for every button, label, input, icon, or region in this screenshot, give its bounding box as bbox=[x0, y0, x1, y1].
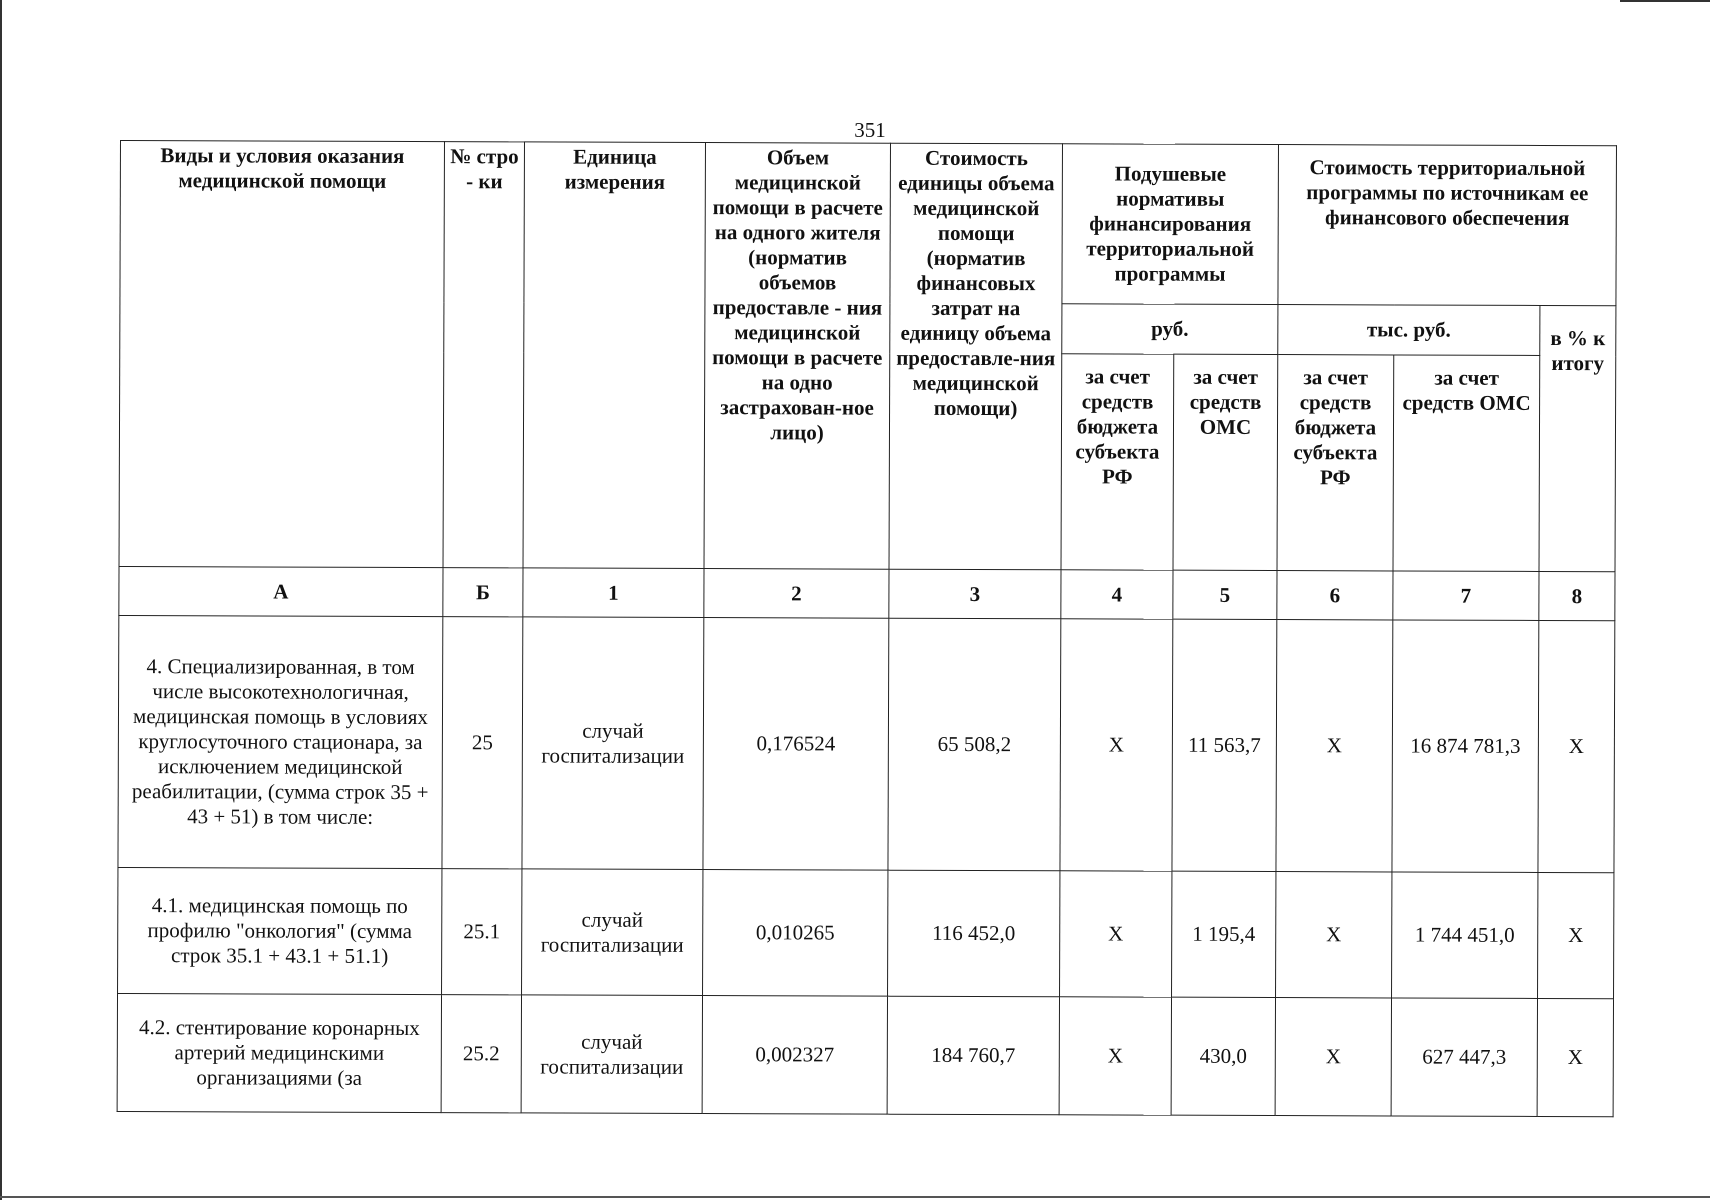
row-cost: 65 508,2 bbox=[888, 618, 1061, 871]
row-cost: 116 452,0 bbox=[888, 870, 1060, 997]
header-col-a: Виды и условия оказания медицинской помощи bbox=[119, 141, 444, 568]
row-unit: случай госпитализации bbox=[522, 617, 704, 870]
index-cell: А bbox=[119, 566, 443, 616]
scan-edge-line bbox=[1620, 0, 1710, 2]
row-volume: 0,176524 bbox=[703, 618, 889, 871]
header-per-capita-group: Подушевые нормативы финансирования территориальной программы bbox=[1062, 144, 1279, 305]
index-cell: 1 bbox=[523, 568, 704, 618]
row-total-budget: Х bbox=[1276, 620, 1393, 872]
row-pc-oms: 430,0 bbox=[1171, 997, 1275, 1115]
row-volume: 0,010265 bbox=[703, 870, 888, 997]
financing-table bbox=[117, 140, 1617, 1117]
header-col-2: Объем медицинской помощи в расчете на одного жителя (норматив объемов предоставле - ния медицинской помощи в расчете на одно застрахован-ное лицо) bbox=[704, 143, 890, 570]
header-rub: руб. bbox=[1062, 304, 1278, 355]
row-line-number: 25 bbox=[442, 617, 523, 869]
index-cell: 8 bbox=[1539, 571, 1615, 620]
row-percent: Х bbox=[1537, 998, 1613, 1116]
row-cost: 184 760,7 bbox=[887, 996, 1059, 1115]
index-cell: 6 bbox=[1277, 571, 1393, 620]
header-total-oms: за счет средств ОМС bbox=[1393, 355, 1540, 572]
header-col-1: Единица измерения bbox=[523, 142, 705, 569]
row-percent: Х bbox=[1538, 872, 1614, 998]
header-pc-oms: за счет средств ОМС bbox=[1173, 354, 1278, 570]
header-cost-group: Стоимость территориальной программы по источникам ее финансового обеспечения bbox=[1278, 145, 1617, 306]
row-pc-oms: 1 195,4 bbox=[1172, 871, 1276, 997]
index-cell: 2 bbox=[704, 569, 889, 619]
table-row bbox=[118, 867, 1614, 998]
header-thous-rub: тыс. руб. bbox=[1278, 305, 1540, 356]
row-volume: 0,002327 bbox=[702, 996, 887, 1115]
row-unit: случай госпитализации bbox=[521, 995, 702, 1114]
row-percent: Х bbox=[1538, 620, 1615, 872]
header-total-budget: за счет средств бюджета субъекта РФ bbox=[1277, 355, 1394, 571]
row-line-number: 25.2 bbox=[441, 995, 521, 1113]
header-pc-budget: за счет средств бюджета субъекта РФ bbox=[1061, 354, 1174, 570]
scan-edge-line bbox=[0, 0, 2, 1200]
row-total-oms: 1 744 451,0 bbox=[1392, 872, 1538, 999]
header-col-b: № стро - ки bbox=[443, 142, 524, 568]
row-pc-oms: 11 563,7 bbox=[1172, 619, 1277, 871]
table-row bbox=[117, 993, 1613, 1116]
header-col-3: Стоимость единицы объема медицинской помощи (норматив финансовых затрат на единицу объема предоставле-ния медицинской помощи) bbox=[889, 143, 1062, 570]
row-total-budget: Х bbox=[1276, 872, 1392, 998]
row-line-number: 25.1 bbox=[442, 869, 522, 995]
row-total-budget: Х bbox=[1275, 998, 1391, 1116]
row-pc-budget: Х bbox=[1060, 619, 1173, 871]
header-percent: в % к итогу bbox=[1539, 305, 1616, 571]
table-row bbox=[118, 615, 1615, 872]
index-cell: 7 bbox=[1393, 571, 1539, 621]
index-cell: Б bbox=[443, 568, 523, 617]
index-cell: 5 bbox=[1173, 570, 1277, 619]
row-name: 4.1. медицинская помощь по профилю "онкология" (сумма строк 35.1 + 43.1 + 51.1) bbox=[118, 867, 442, 994]
index-cell: 3 bbox=[889, 569, 1061, 619]
row-name: 4. Специализированная, в том числе высокотехнологичная, медицинская помощь в условиях круглосуточного стационара, за исключением медицинской реабилитации, (сумма строк 35 + 43 + 51) в том числе: bbox=[118, 615, 443, 868]
row-pc-budget: Х bbox=[1060, 871, 1172, 997]
index-cell: 4 bbox=[1061, 570, 1173, 619]
row-total-oms: 16 874 781,3 bbox=[1392, 620, 1539, 873]
row-name: 4.2. стентирование коронарных артерий медицинскими организациями (за bbox=[117, 993, 441, 1112]
row-pc-budget: Х bbox=[1059, 997, 1171, 1115]
page-number: 351 bbox=[854, 118, 886, 142]
scan-edge-line bbox=[0, 1196, 1710, 1198]
row-unit: случай госпитализации bbox=[522, 869, 703, 996]
row-total-oms: 627 447,3 bbox=[1391, 998, 1537, 1117]
